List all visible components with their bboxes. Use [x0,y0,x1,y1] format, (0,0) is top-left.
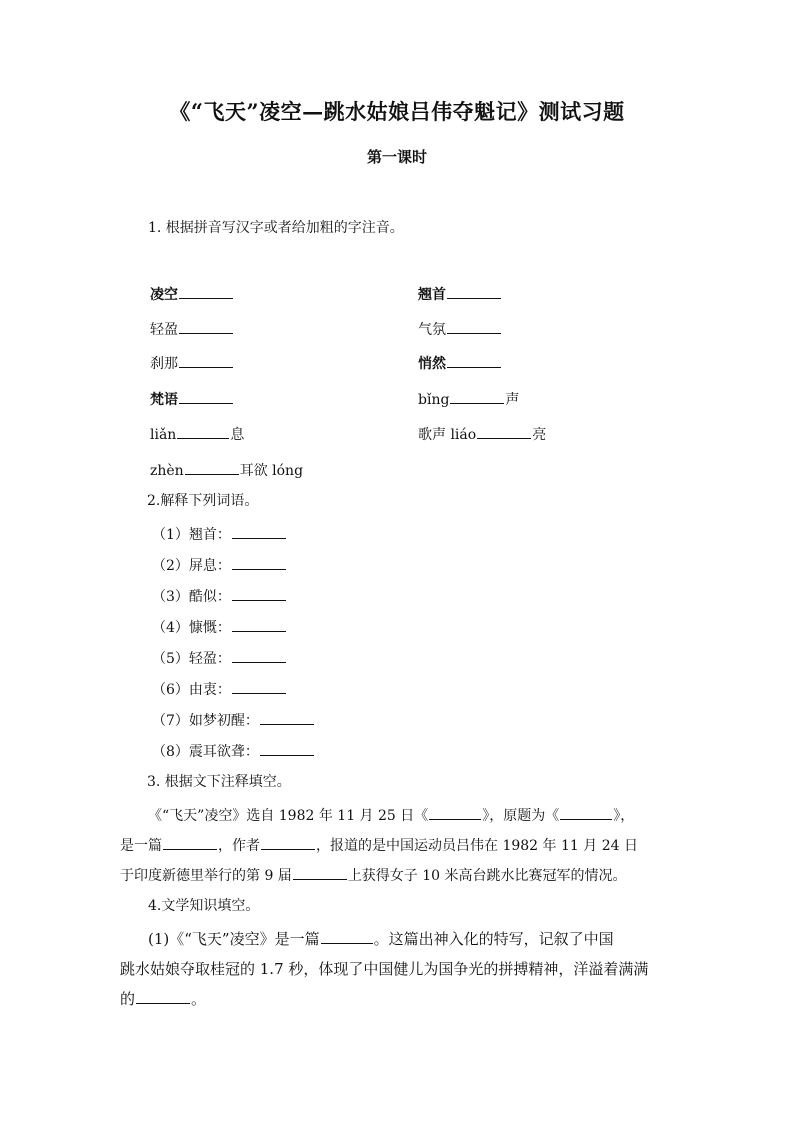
q1-item [150,318,234,340]
q4-heading: 4.文学知识填空。 [148,898,260,914]
q2-item-label: （1）翘首： [152,527,231,543]
q1-item [418,283,502,305]
q3-line [148,804,634,826]
q3-text: 是一篇 [120,838,162,854]
answer-blank[interactable] [260,709,314,725]
q3-text: 于印度新德里举行的第 9 届 [120,868,292,884]
answer-blank[interactable] [179,388,233,404]
q2-item-label: （3）酷似： [152,589,231,605]
page-subtitle: 第一课时 [366,148,427,166]
answer-blank[interactable] [179,352,233,368]
answer-blank[interactable] [179,318,233,334]
word-suffix: 息 [230,427,245,443]
answer-blank[interactable] [447,352,501,368]
answer-blank[interactable] [232,678,286,694]
pinyin: 歌声 liáo [418,427,477,443]
pinyin: liǎn [150,427,177,443]
q2-item [152,647,287,669]
q3-text: ，作者 [218,838,260,854]
answer-blank[interactable] [261,834,315,850]
q3-text: ，报道的是中国运动员吕伟在 1982 年 11 月 24 日 [316,838,638,854]
q3-text: 》， [613,808,635,824]
answer-blank[interactable] [136,988,190,1004]
answer-blank[interactable] [179,283,233,299]
q4-line [120,988,206,1010]
q2-item-label: （5）轻盈： [152,651,231,667]
q1-heading: 1. 根据拼音写汉字或者给加粗的字注音。 [148,220,404,236]
answer-blank[interactable] [293,864,347,880]
answer-blank[interactable] [232,585,286,601]
q3-heading: 3. 根据文下注释填空。 [147,774,291,790]
q2-heading: 2.解释下列词语。 [147,493,259,509]
word-suffix: 耳欲 lóng [239,463,304,479]
q2-item-label: （4）慷慨： [152,620,231,636]
bold-word: 凌空 [150,287,178,303]
q2-item [152,740,315,762]
q4-line [148,928,614,950]
q2-item [152,554,287,576]
pinyin: zhèn [150,463,184,479]
bold-word: 悄然 [418,356,446,372]
q2-item [152,709,315,731]
q2-item-label: （7）如梦初醒： [152,713,259,729]
answer-blank[interactable] [232,523,286,539]
q1-item [418,352,502,374]
word: 刹那 [150,356,178,372]
q1-item [150,283,234,305]
q4-text: (1)《“飞天”凌空》是一篇 [148,930,320,948]
q1-item [150,423,244,445]
word-suffix: 声 [505,392,520,408]
q1-item [418,423,546,445]
q2-item [152,616,287,638]
answer-blank[interactable] [321,928,373,944]
answer-blank[interactable] [163,834,217,850]
q2-item-label: （8）震耳欲聋： [152,744,259,760]
page-title: 《“飞天”凌空—跳水姑娘吕伟夺魁记》测试习题 [169,99,625,124]
answer-blank[interactable] [447,318,501,334]
q2-item [152,678,287,700]
answer-blank[interactable] [450,388,504,404]
answer-blank[interactable] [447,283,501,299]
answer-blank[interactable] [560,804,612,820]
q1-item [150,459,303,481]
q3-text: 《“飞天”凌空》选自 1982 年 11 月 25 日《 [148,808,429,824]
answer-blank[interactable] [177,423,229,439]
q3-text: 》，原题为《 [482,808,560,824]
q2-item [152,523,287,545]
q1-item [150,388,234,410]
q1-item [150,352,234,374]
q1-item [418,388,519,410]
answer-blank[interactable] [260,740,314,756]
answer-blank[interactable] [232,554,286,570]
q3-text: 上获得女子 10 米高台跳水比赛冠军的情况。 [347,868,627,884]
q2-item-label: （6）由衷： [152,682,231,698]
word: 气氛 [418,322,446,338]
answer-blank[interactable] [477,423,531,439]
answer-blank[interactable] [232,616,286,632]
bold-word: 翘首 [418,287,446,303]
answer-blank[interactable] [232,647,286,663]
q2-item-label: （2）屏息： [152,558,231,574]
q4-text: 。 [191,990,207,1008]
word-suffix: 亮 [532,427,547,443]
bold-word: 梵语 [150,392,178,408]
q4-text: 的 [120,990,136,1008]
q4-line: 跳水姑娘夺取桂冠的 1.7 秒，体现了中国健儿为国争光的拼搏精神，洋溢着满满 [120,960,649,978]
q4-text: 。这篇出神入化的特写，记叙了中国 [373,930,614,948]
q3-line [120,864,627,886]
answer-blank[interactable] [185,459,239,475]
pinyin: bǐng [418,392,450,408]
answer-blank[interactable] [429,804,481,820]
q2-item [152,585,287,607]
q1-item [418,318,502,340]
q3-line [120,834,638,856]
word: 轻盈 [150,322,178,338]
